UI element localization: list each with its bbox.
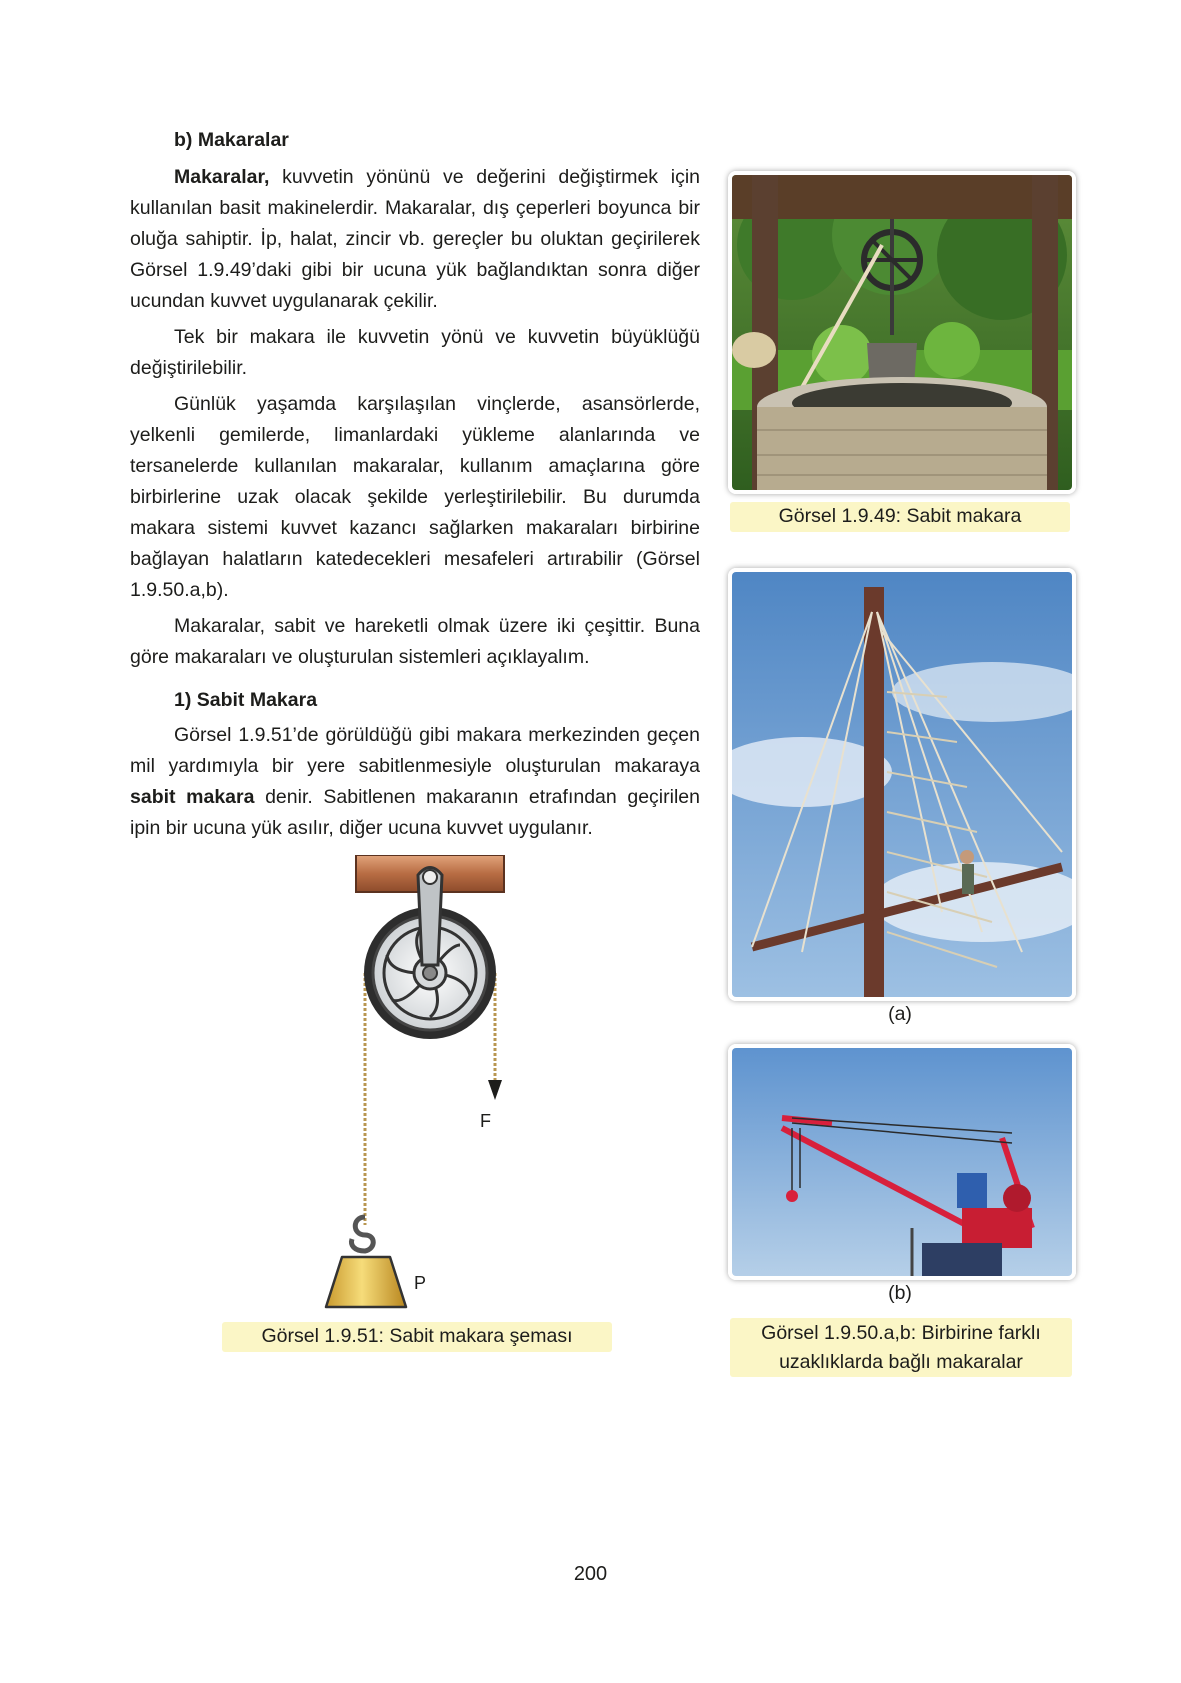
load-weight (326, 1257, 406, 1307)
paragraph-types: Makaralar, sabit ve hareketli olmak üzere iki çeşittir. Buna göre makaraları ve oluşturulan sistemleri açıklayalım. (130, 615, 700, 668)
paragraph-single-pulley: Tek bir makara ile kuvvetin yönü ve kuvvetin büyüklüğü değiştirilebilir. (130, 326, 700, 379)
fixed-pulley-diagram (320, 855, 520, 1315)
subsection-heading: 1) Sabit Makara (174, 689, 318, 711)
crane-label: (b) (888, 1282, 912, 1304)
well-pulley-photo (728, 171, 1076, 494)
load-label: P (414, 1273, 427, 1293)
section-heading: b) Makaralar (174, 129, 289, 151)
ship-mast-photo (728, 568, 1076, 1001)
paragraph-daily-use: Günlük yaşamda karşılaşılan vinçlerde, asansörlerde, yelkenli gemilerde, limanlardaki yükleme alanlarında ve tersanelerde kullanılan makaralar, kullanım amaçlarına göre birbirlerine uzak olacak şekilde yerleştirilebilir. Bu durumda makara sistemi kuvvet kazancı sağlarken makaraları birbirine bağlayan halatların katedecekleri mesafeleri artırabilir (Görsel 1.9.50.a,b). (130, 393, 700, 601)
pair-caption: Görsel 1.9.50.a,b: Birbirine farklı uzaklıklarda bağlı makaralar (730, 1318, 1072, 1377)
diagram-caption: Görsel 1.9.51: Sabit makara şeması (222, 1322, 612, 1352)
force-label: F (480, 1111, 491, 1131)
hook-icon (352, 1217, 374, 1251)
mast-label: (a) (888, 1003, 912, 1025)
well-caption: Görsel 1.9.49: Sabit makara (730, 502, 1070, 532)
page-number: 200 (573, 1563, 608, 1585)
main-text-column (130, 125, 700, 849)
force-arrow-icon (488, 1080, 502, 1100)
paragraph-definition: Makaralar, kuvvetin yönünü ve değerini değiştirmek için kullanılan basit makinelerdir. Makaralar, dış çeperleri boyunca bir oluğa sahiptir. İp, halat, zincir vb. gereçler bu oluktan geçirilerek Görsel 1.9.49’daki gibi bir ucuna yük bağlandıktan sonra diğer ucundan kuvvet uygulanarak çekilir. (130, 166, 700, 312)
term-makaralar: Makaralar, (174, 166, 270, 188)
paragraph-fixed-pulley: Görsel 1.9.51’de görüldüğü gibi makara merkezinden geçen mil yardımıyla bir yere sabitlenmesiyle oluşturulan makaraya sabit makara denir. Sabitlenen makaranın etrafından geçirilen ipin bir ucuna yük asılır, diğer ucuna kuvvet uygulanır. (130, 724, 700, 839)
well-illustration (732, 175, 1072, 490)
term-sabit-makara: sabit makara (130, 786, 255, 808)
crane-illustration (732, 1048, 1072, 1276)
crane-photo (728, 1044, 1076, 1280)
mast-illustration (732, 572, 1072, 997)
